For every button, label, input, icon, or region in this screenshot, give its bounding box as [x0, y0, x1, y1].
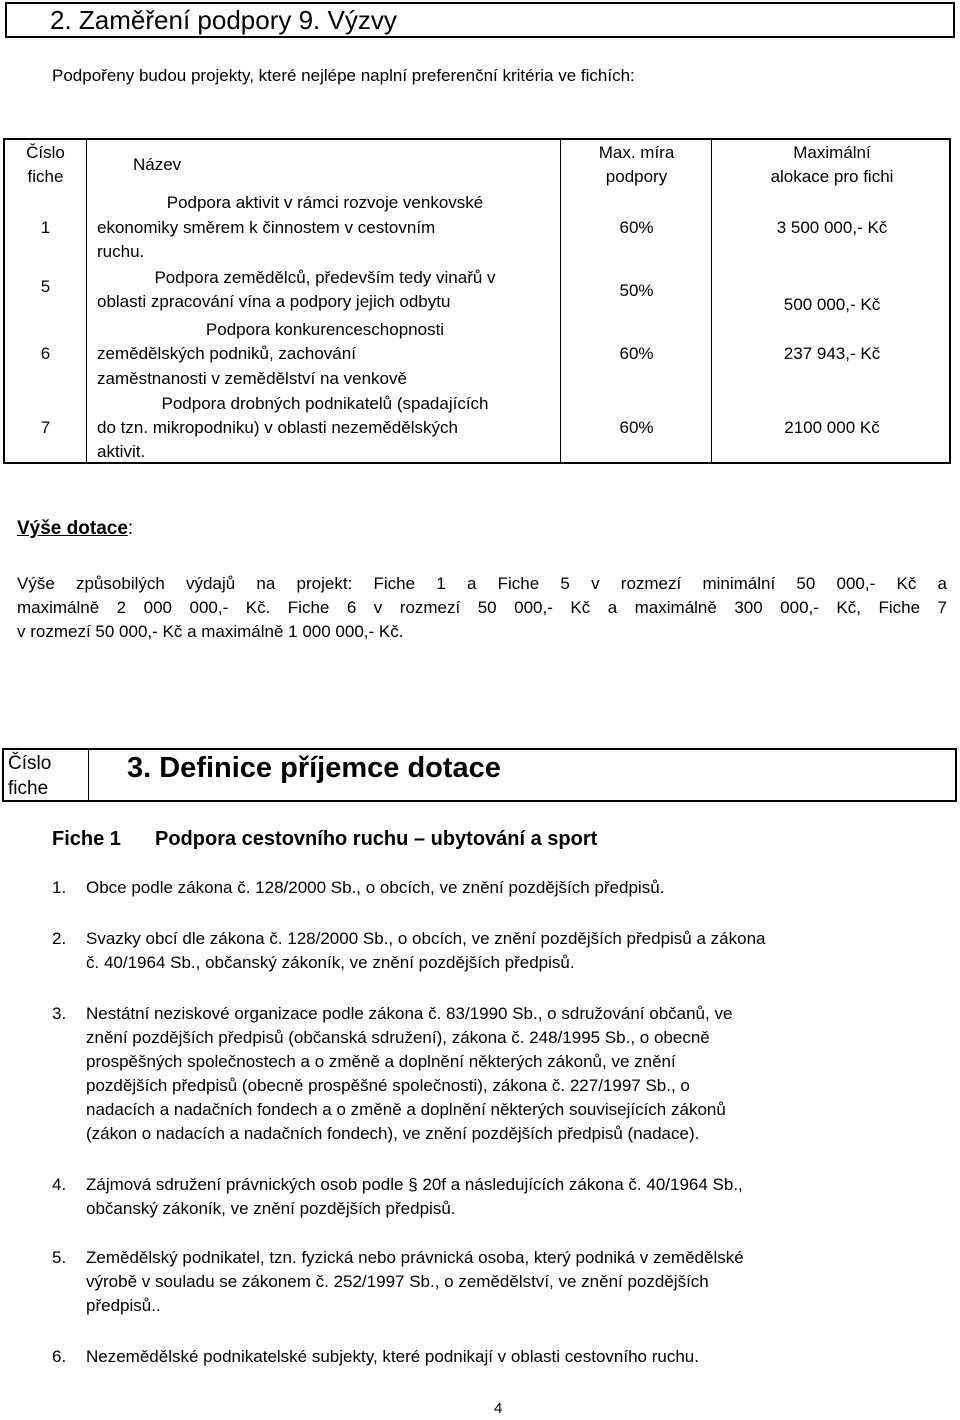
- list-line: výrobě v souladu se zákonem č. 252/1997 Sb., o zemědělství, ve znění pozdějších: [86, 1272, 709, 1291]
- section-heading: 2. Zaměření podpory 9. Výzvy: [50, 5, 397, 35]
- definition-box-label: [8, 751, 51, 801]
- subsidy-label: Výše dotace: [17, 518, 128, 539]
- list-line: (zákon o nadacích a nadačních fondech), ve znění pozdějších předpisů (nadace).: [86, 1124, 700, 1143]
- list-line: prospěšných společnostech a o změně a doplnění některých zákonů, ve znění: [86, 1052, 676, 1071]
- box-divider: [88, 750, 89, 800]
- row-name-line: Podpora zemědělců, především tedy vinařů v: [154, 268, 496, 287]
- list-line: Svazky obcí dle zákona č. 128/2000 Sb., o obcích, ve znění pozdějších předpisů a zákona: [86, 929, 766, 948]
- list-line: pozdějších předpisů (obecně prospěšné společnosti), zákona č. 227/1997 Sb., o: [86, 1076, 690, 1095]
- row-name-line: ekonomiky směrem k činnostem v cestovním: [97, 218, 436, 237]
- row-allocation: 237 943,- Kč: [783, 344, 881, 363]
- row-name-line: aktivit.: [97, 442, 146, 461]
- intro-text: Podpořeny budou projekty, které nejlépe naplní preferenční kritéria ve fichích:: [52, 66, 635, 85]
- row-number: 1: [40, 218, 51, 237]
- row-name-line: zemědělských podniků, zachování: [97, 344, 356, 363]
- list-number: 6.: [52, 1347, 67, 1366]
- row-rate: 60%: [619, 218, 654, 237]
- subsidy-paragraph: [17, 572, 947, 644]
- subsidy-heading: [17, 516, 133, 542]
- row-name-line: Podpora drobných podnikatelů (spadajících: [161, 394, 489, 413]
- header-maximalni: Maximální: [793, 143, 871, 162]
- list-line: Zemědělský podnikatel, tzn. fyzická nebo právnická osoba, který podniká v zemědělské: [86, 1248, 744, 1267]
- list-number: 2.: [52, 929, 67, 948]
- row-allocation: 3 500 000,- Kč: [776, 218, 888, 237]
- row-name-line: oblasti zpracování vína a podpory jejich odbytu: [97, 292, 451, 311]
- row-name-line: Podpora aktivit v rámci rozvoje venkovské: [166, 193, 484, 212]
- paragraph-line: Výše způsobilých výdajů na projekt: Fiche 1 a Fiche 5 v rozmezí minimální 50 000,- Kč a: [17, 574, 947, 593]
- header-nazev: Název: [133, 155, 182, 174]
- definition-title: 3. Definice příjemce dotace: [127, 752, 501, 784]
- paragraph-line: v rozmezí 50 000,- Kč a maximálně 1 000 000,- Kč.: [17, 622, 404, 641]
- row-allocation: 2100 000 Kč: [784, 418, 880, 437]
- row-name-line: Podpora konkurenceschopnosti: [205, 320, 445, 339]
- header-max-mira: Max. míra: [598, 143, 675, 162]
- subsidy-colon: :: [127, 518, 134, 539]
- row-number: 5: [40, 277, 51, 296]
- header-alokace: alokace pro fichi: [770, 167, 894, 186]
- row-rate: 50%: [619, 281, 654, 300]
- list-line: předpisů..: [86, 1296, 161, 1315]
- row-number: 7: [40, 418, 51, 437]
- list-line: občanský zákoník, ve znění pozdějších předpisů.: [86, 1199, 456, 1218]
- fiche-label: Fiche 1: [52, 828, 121, 850]
- list-line: Obce podle zákona č. 128/2000 Sb., o obcích, ve znění pozdějších předpisů.: [86, 878, 665, 897]
- list-line: Nestátní neziskové organizace podle zákona č. 83/1990 Sb., o sdružování občanů, ve: [86, 1004, 733, 1023]
- table-divider: [711, 140, 712, 462]
- row-rate: 60%: [619, 344, 654, 363]
- header-podpory: podpory: [605, 167, 668, 186]
- table-divider: [560, 140, 561, 462]
- header-cislo: Číslo: [26, 143, 65, 162]
- header-fiche: fiche: [27, 167, 64, 186]
- list-line: Zájmová sdružení právnických osob podle § 20f a následujících zákona č. 40/1964 Sb.,: [86, 1175, 743, 1194]
- list-number: 4.: [52, 1175, 67, 1194]
- fiche-title: Podpora cestovního ruchu – ubytování a sport: [155, 828, 598, 850]
- paragraph-line: maximálně 2 000 000,- Kč. Fiche 6 v rozmezí 50 000,- Kč a maximálně 300 000,- Kč, Fiche 7: [17, 598, 947, 617]
- row-rate: 60%: [619, 418, 654, 437]
- list-number: 3.: [52, 1004, 67, 1023]
- table-divider: [86, 140, 87, 462]
- list-line: č. 40/1964 Sb., občanský zákoník, ve znění pozdějších předpisů.: [86, 953, 575, 972]
- list-line: znění pozdějších předpisů (občanská sdružení), zákona č. 248/1995 Sb., o obecně: [86, 1028, 710, 1047]
- row-name-line: ruchu.: [97, 242, 145, 261]
- row-allocation: 500 000,- Kč: [783, 295, 881, 314]
- row-number: 6: [40, 344, 51, 363]
- label-fiche: fiche: [8, 778, 49, 799]
- page-number: 4: [494, 1400, 503, 1417]
- list-number: 1.: [52, 878, 67, 897]
- fiche-table: [3, 138, 951, 464]
- list-number: 5.: [52, 1248, 67, 1267]
- label-cislo: Číslo: [8, 753, 52, 774]
- list-line: Nezemědělské podnikatelské subjekty, které podnikají v oblasti cestovního ruchu.: [86, 1347, 699, 1366]
- row-name-line: zaměstnanosti v zemědělství na venkově: [97, 369, 407, 388]
- row-name-line: do tzn. mikropodniku) v oblasti nezemědělských: [97, 418, 458, 437]
- list-line: nadacích a nadačních fondech a o změně a doplnění některých souvisejících zákonů: [86, 1100, 726, 1119]
